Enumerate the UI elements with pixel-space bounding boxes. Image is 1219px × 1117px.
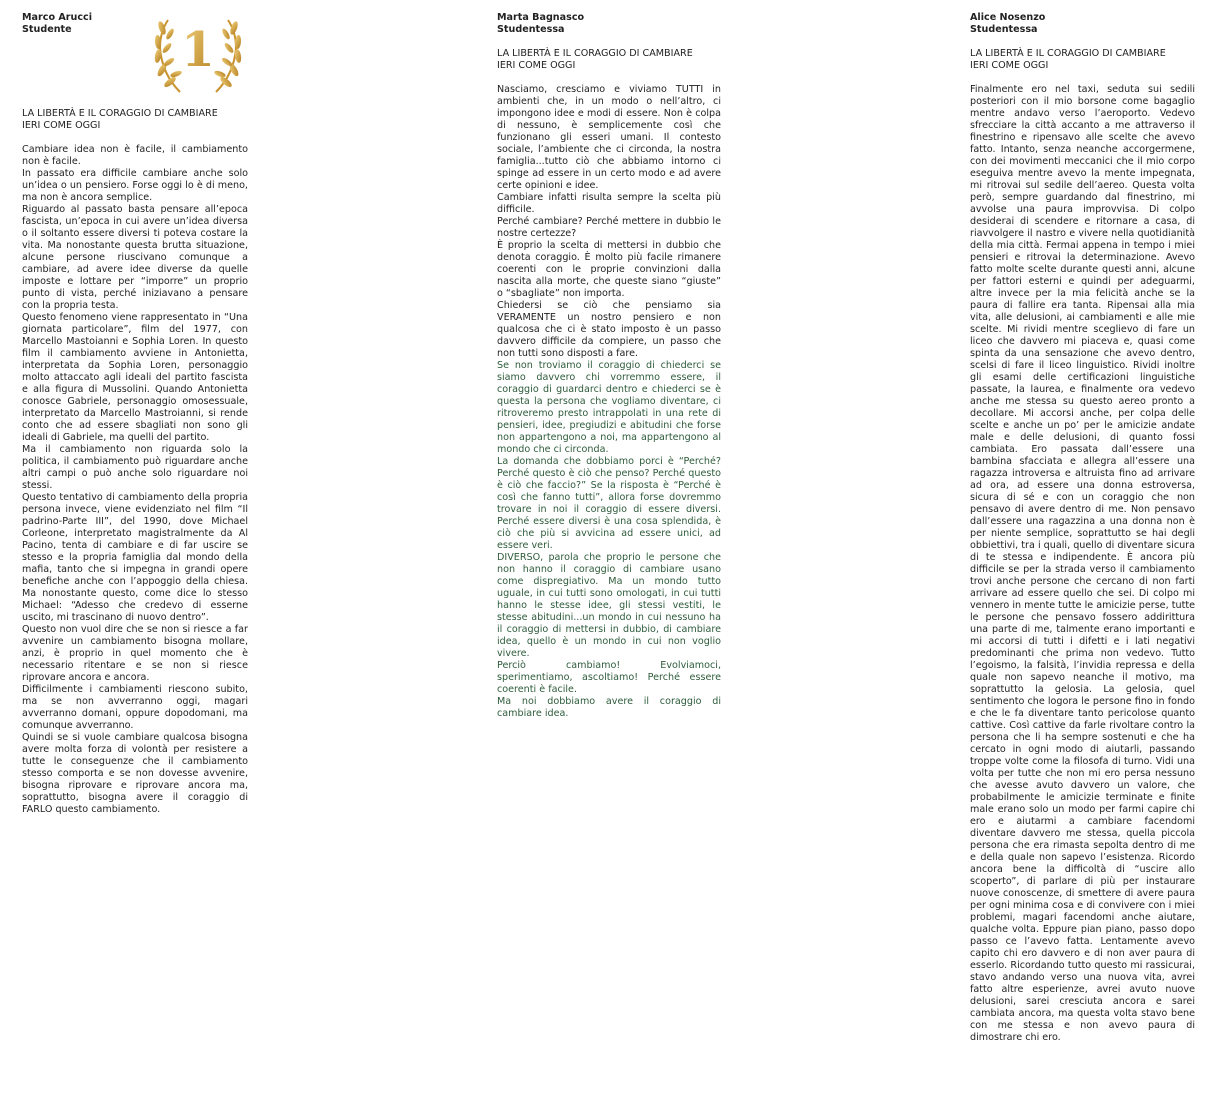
paragraph: Perciò cambiamo! Evolviamoci, sperimentiamo, ascoltiamo! Perché essere coerenti è facile. xyxy=(497,660,721,695)
paragraph: In passato era difficile cambiare anche solo un’idea o un pensiero. Forse oggi lo è di meno, ma non è ancora semplice. xyxy=(22,168,248,203)
paragraph: Cambiare idea non è facile, il cambiamento non è facile. xyxy=(22,144,248,167)
paragraph: Nasciamo, cresciamo e viviamo TUTTI in ambienti che, in un modo o nell’altro, ci impongono idee e modi di essere. Non è colpa di nessuno, è semplicemente così che funzionano gli esseri umani. Il contesto sociale, l’ambiente che ci circonda, la nostra famiglia...tutto ciò che abbiamo intorno ci spinge ad essere in un certo modo e ad avere certe opinioni e idee. xyxy=(497,84,721,191)
title-line: IERI COME OGGI xyxy=(497,60,576,71)
author-name: Marta Bagnasco xyxy=(497,12,585,23)
paragraph: Questo tentativo di cambiamento della propria persona invece, viene evidenziato nel film “Il padrino-Parte III”, del 1990, dove Michael Corleone, interpretato magistralmente da Al Pacino, tenta di cambiare e di far uscire se stesso e la propria famiglia dal mondo della mafia, tanto che si impegna in grandi opere benefiche anche con l’appoggio della chiesa. Ma nonostante questo, come dice lo stesso Michael: “Adesso che credevo di esserne uscito, mi trascinano di nuovo dentro”. xyxy=(22,492,248,623)
title-line: IERI COME OGGI xyxy=(970,60,1049,71)
article-column-3 xyxy=(970,12,1195,1044)
paragraph: Perché cambiare? Perché mettere in dubbio le nostre certezze? xyxy=(497,216,721,239)
title-line: LA LIBERTÀ E IL CORAGGIO DI CAMBIARE xyxy=(970,48,1166,59)
paragraph: Ma noi dobbiamo avere il coraggio di cambiare idea. xyxy=(497,696,721,719)
author-role: Studentessa xyxy=(497,24,565,35)
paragraph: Difficilmente i cambiamenti riescono subito, ma se non avverranno oggi, magari avverranno domani, oppure dopodomani, ma comunque avverranno. xyxy=(22,684,248,731)
article-body xyxy=(497,84,721,720)
author-name: Marco Arucci xyxy=(22,12,93,23)
article-body xyxy=(22,144,248,816)
article-title xyxy=(22,108,248,132)
paragraph: Quindi se si vuole cambiare qualcosa bisogna avere molta forza di volontà per resistere a tutte le conseguenze che il cambiamento stesso comporta e se non dovesse avvenire, bisogna riprovare e riprovare ancora ma, soprattutto, bisogna avere il coraggio di FARLO questo cambiamento. xyxy=(22,732,248,815)
paragraph: È proprio la scelta di mettersi in dubbio che denota coraggio. È molto più facile rimanere coerenti con le proprie convinzioni dalla nascita alla morte, che queste siano “giuste” o “sbagliate” non importa. xyxy=(497,240,721,299)
article-body xyxy=(970,84,1195,1044)
author-role: Studente xyxy=(22,24,72,35)
author-name: Alice Nosenzo xyxy=(970,12,1046,23)
paragraph: Chiedersi se ciò che pensiamo sia VERAMENTE un nostro pensiero e non qualcosa che ci è stato imposto è un passo davvero difficile da compiere, un passo che non tutti sono disposti a fare. xyxy=(497,300,721,359)
paragraph: Finalmente ero nel taxi, seduta sui sedili posteriori con il mio borsone come bagaglio mentre andavo verso l’aeroporto. Vedevo sfrecciare la città accanto a me attraverso il finestrino e ripensavo alle scelte che avevo fatto. Intanto, senza neanche accorgermene, con dei movimenti meccanici che il mio corpo eseguiva mentre avevo la mente impegnata, mi ritrovai sul sedile dell’aereo. Questa volta però, sempre guardando dal finestrino, mi avvolse una paura improvvisa. Di colpo desiderai di scendere e ritornare a casa, di riavvolgere il nastro e vivere nella quotidianità della mia città. Fermai appena in tempo i miei pensieri e ritrovai la determinazione. Avevo fatto molte scelte durante questi anni, alcune per fattori esterni e quindi per adeguarmi, altre invece per la mia felicità anche se la paura di fallire era tanta. Ripensai alla mia vita, alle delusioni, ai cambiamenti e alle mie scelte. Mi rividi mentre sceglievo di fare un liceo che davvero mi piaceva e, quasi come spinta da una sensazione che avevo dentro, scelsi di fare il liceo linguistico. Rividi inoltre gli esami delle certificazioni linguistiche passate, la laurea, e finalmente ora vedevo anche me stessa su questo aereo pronto a decollare. Mi accorsi anche, per colpa delle scelte e anche un po’ per le amicizie andate male e delle delusioni, di quanto fossi cambiata. Ero passata dall’essere una bambina sfacciata e allegra all’essere una ragazza introversa e altruista fino ad arrivare ad ora, ad essere una donna estroversa, sicura di sé e con un coraggio che non pensavo di avere dentro di me. Non pensavo dall’essere una ragazzina a una donna non è per niente semplice, soprattutto se hai degli obbiettivi, tra i quali, quello di diventare sicura di te stessa e indipendente. È ancora più difficile se per la strada verso il cambiamento trovi anche persone che cercano di non farti arrivare ad essere quello che sei. Di colpo mi vennero in mente tutte le amicizie perse, tutte le persone che pensavo fossero addirittura una parte di me, talmente erano importanti e mi accorsi di tutti i difetti e i lati negativi predominanti che prima non vedevo. Tutto l’egoismo, la falsità, l’invidia repressa e della quale non sapevo neanche il motivo, ma soprattutto la gelosia. La gelosia, quel sentimento che logora le persone fino in fondo e che le fa diventare tanto pericolose quanto cattive. Così cattive da farle rivoltare contro la persona che li ha sempre sostenuti e che ha cercato in ogni modo di aiutarli, passando troppe volte come la filosofa di turno. Vidi una volta per tutte che non mi ero persa nessuno che avesse avuto davvero un valore, che probabilmente le amicizie terminate e finite male erano solo un modo per farmi capire chi ero e aiutarmi a cambiare facendomi diventare davvero me stessa, quella piccola persona che era rimasta sepolta dentro di me e della quale non sapevo l’esistenza. Ricordo ancora bene la difficoltà di “uscire allo scoperto”, di parlare di più per instaurare nuove conoscenze, di smettere di avere paura per ogni minima cosa e di convivere con i miei problemi, magari facendomi anche aiutare, qualche volta. Eppure pian piano, passo dopo passo ce l’avevo fatta. Lentamente avevo capito chi ero davvero e di non aver paura di esserlo. Ricordando tutto questo mi rassicurai, stavo andando verso una nuova vita, avrei fatto altre esperienze, avrei avuto nuove delusioni, sarei cresciuta ancora e sarei cambiata ancora, ma questa volta stavo bene con me stessa e non avevo paura di dimostrare chi ero. xyxy=(970,84,1195,1043)
medal-number: 1 xyxy=(181,22,215,78)
paragraph: Se non troviamo il coraggio di chiederci se siamo davvero chi vorremmo essere, il coraggio di guardarci dentro e chiederci se è questa la persona che vogliamo diventare, ci ritroveremo presto intrappolati in una rete di pensieri, idee, pregiudizi e abitudini che forse non appartengono a noi, ma appartengono al mondo che ci circonda. xyxy=(497,360,721,455)
article-title xyxy=(970,48,1195,72)
paragraph: Cambiare infatti risulta sempre la scelta più difficile. xyxy=(497,192,721,215)
article-column-1 xyxy=(22,12,248,816)
title-line: LA LIBERTÀ E IL CORAGGIO DI CAMBIARE xyxy=(497,48,693,59)
paragraph: DIVERSO, parola che proprio le persone che non hanno il coraggio di cambiare usano come dispregiativo. Ma un mondo tutto uguale, in cui tutti sono omologati, in cui tutti hanno le stesse idee, gli stessi vestiti, le stesse abitudini...un mondo in cui nessuno ha il coraggio di mettersi in dubbio, di cambiare idea, quello è un mondo in cui non voglio vivere. xyxy=(497,552,721,659)
paragraph: Questo non vuol dire che se non si riesce a far avvenire un cambiamento bisogna mollare, anzi, è proprio in quel momento che è necessario ritentare e se non si riesce riprovare ancora e ancora. xyxy=(22,624,248,683)
author-role: Studentessa xyxy=(970,24,1038,35)
title-line: LA LIBERTÀ E IL CORAGGIO DI CAMBIARE xyxy=(22,108,218,119)
paragraph: La domanda che dobbiamo porci è “Perché? Perché questo è ciò che penso? Perché questo è ciò che faccio?” Se la risposta è “Perché è così che fanno tutti”, allora forse dovremmo trovare in noi il coraggio di essere diversi. Perché essere diversi è una cosa splendida, è ciò che più si avvicina ad essere unici, ad essere veri. xyxy=(497,456,721,551)
paragraph: Ma il cambiamento non riguarda solo la politica, il cambiamento può riguardare anche altri campi o può anche solo riguardare noi stessi. xyxy=(22,444,248,491)
title-line: IERI COME OGGI xyxy=(22,120,101,131)
paragraph: Riguardo al passato basta pensare all’epoca fascista, un’epoca in cui avere un’idea diversa o il soltanto essere diversi ti poteva costare la vita. Ma nonostante questa brutta situazione, alcune persone riuscivano comunque a cambiare, ad avere idee diverse da quelle imposte e lottare per “imporre” un proprio punto di vista, perché iniziavano a pensare con la propria testa. xyxy=(22,204,248,311)
article-title xyxy=(497,48,721,72)
article-column-2 xyxy=(497,12,721,720)
paragraph: Questo fenomeno viene rappresentato in “Una giornata particolare”, film del 1977, con Marcello Mastoianni e Sophia Loren. In questo film il cambiamento avviene in Antonietta, interpretata da Sophia Loren, personaggio molto attaccato agli ideali del partito fascista e alla figura di Mussolini. Quando Antonietta conosce Gabriele, personaggio omosessuale, interpretato da Marcello Mastroianni, si rende conto che ad essere sbagliati non sono gli ideali di Gabriele, ma quelli del partito. xyxy=(22,312,248,443)
